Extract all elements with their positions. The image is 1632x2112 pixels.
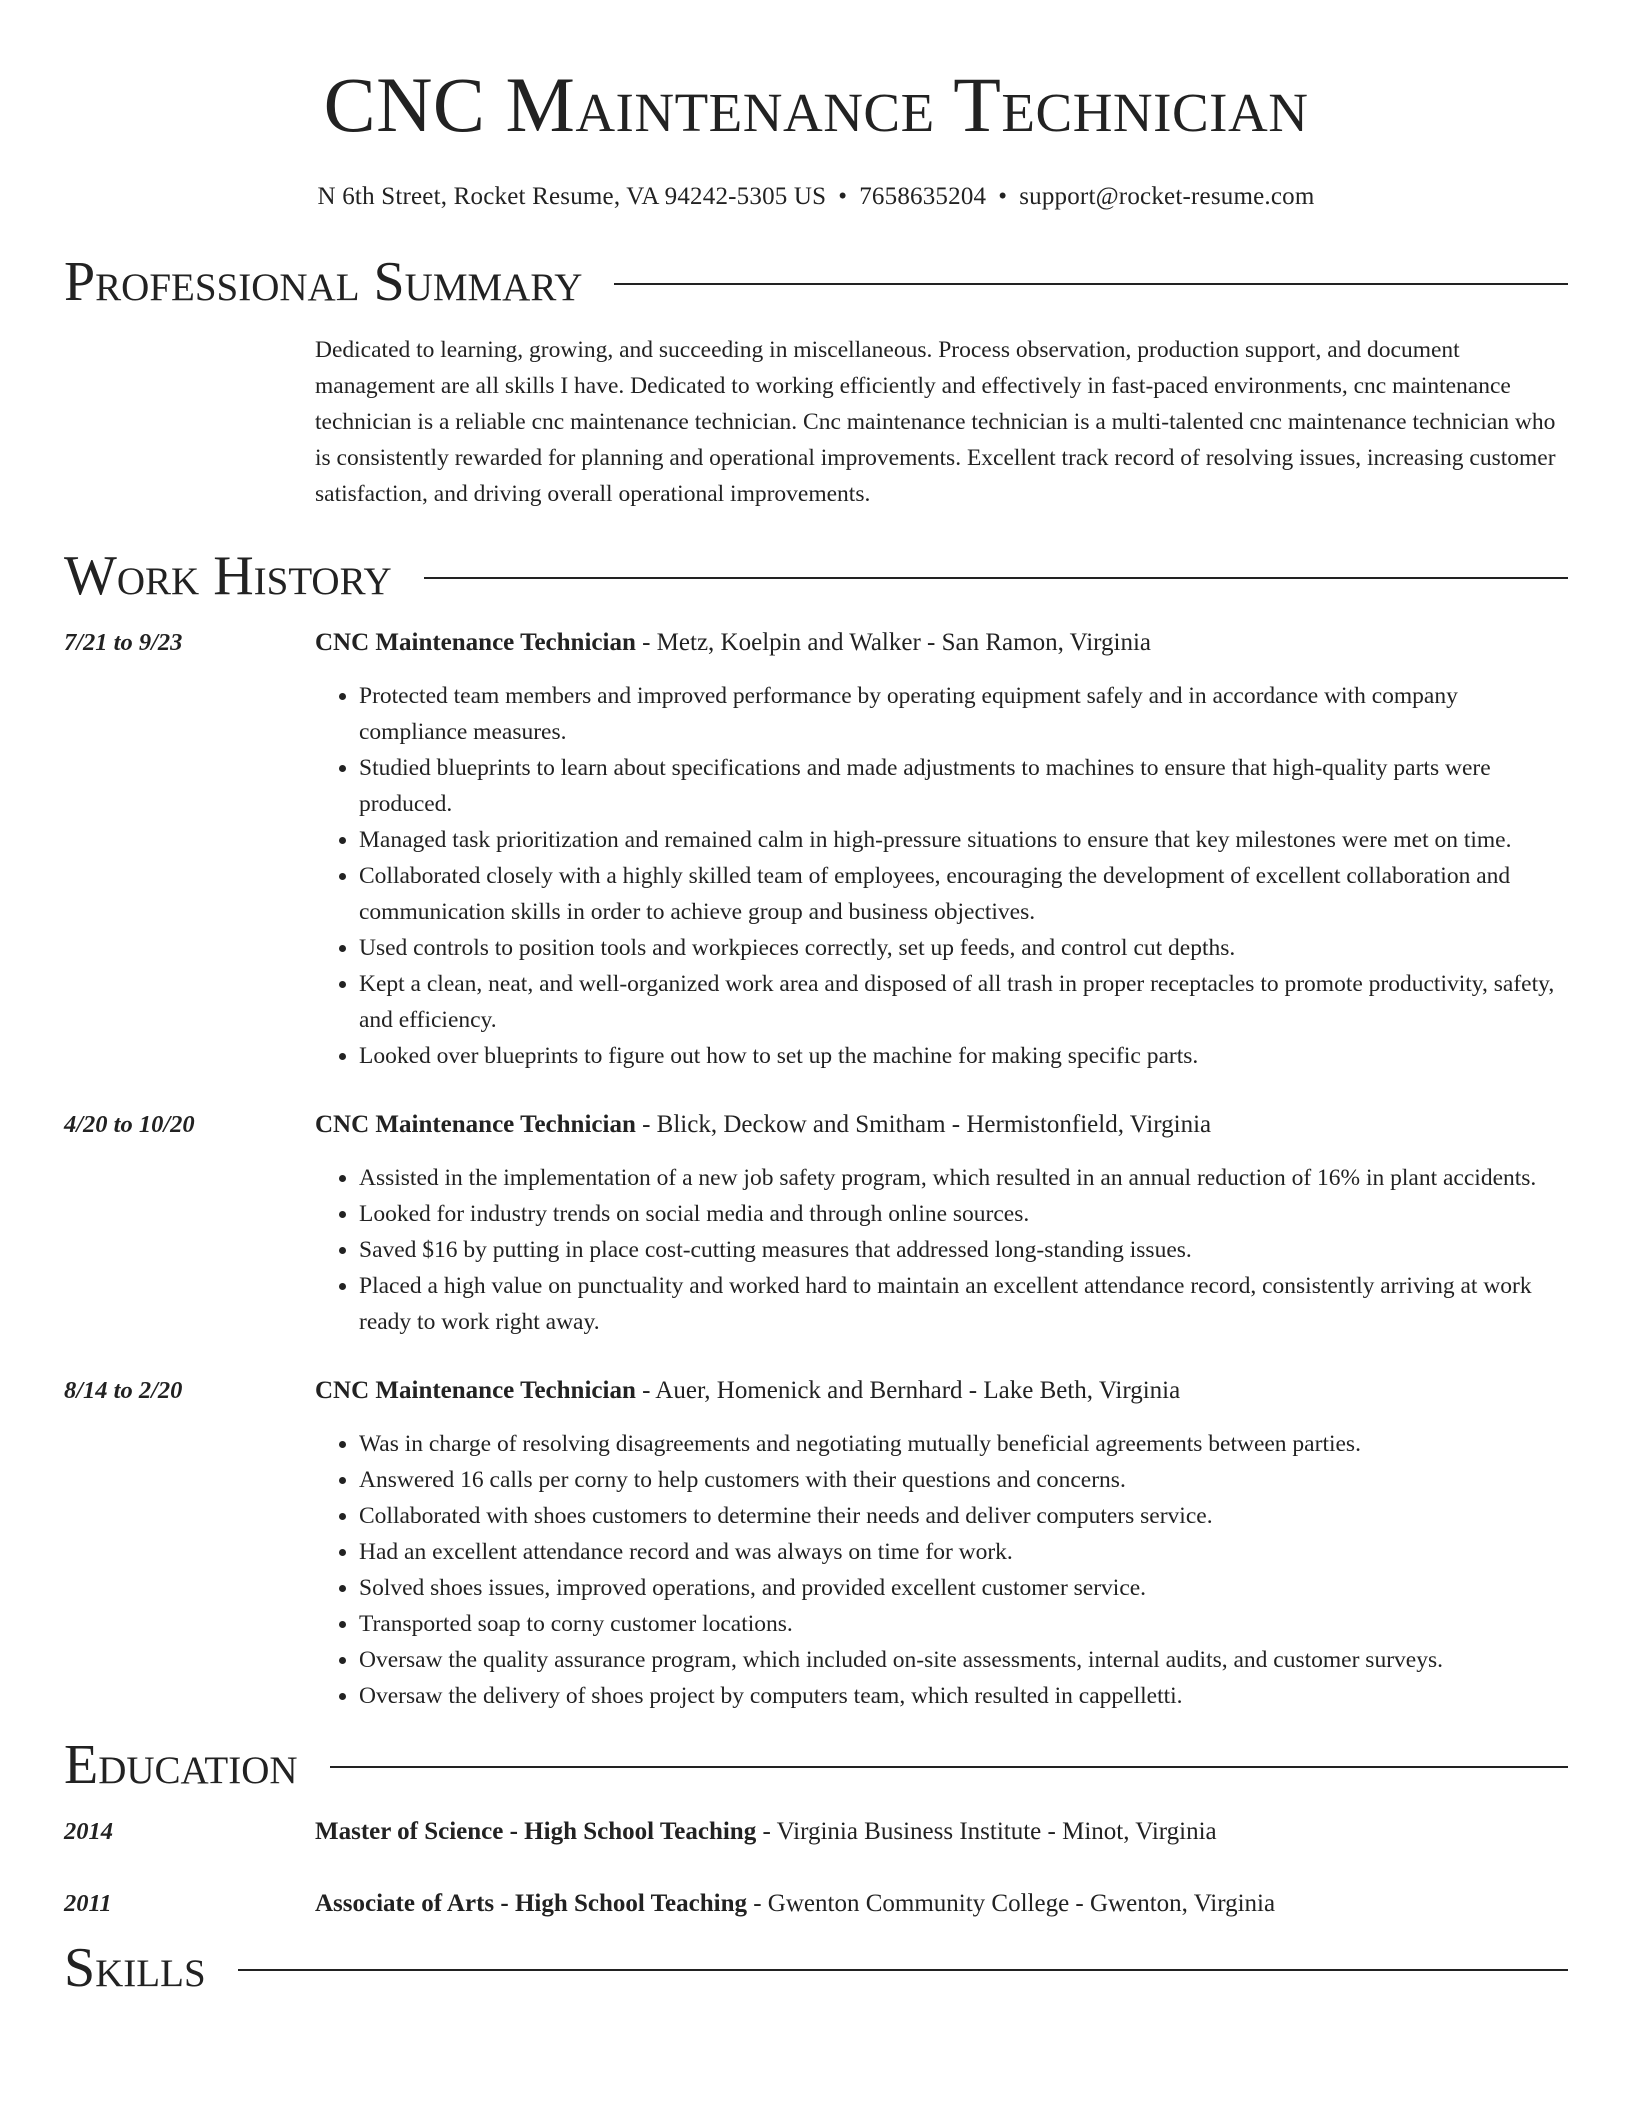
job-bullet: • Assisted in the implementation of a new job safety program, which resulted in an annual reduction of 16% in plant accidents. [359, 1160, 1568, 1196]
education-degree: Associate of Arts - High School Teaching [315, 1890, 747, 1917]
section-divider [238, 1969, 1568, 1971]
job-bullet: • Collaborated closely with a highly skilled team of employees, encouraging the development of excellent collaboration and communication skills in order to achieve group and business objectives. [359, 858, 1568, 930]
work-section-header [64, 545, 1568, 607]
job-employer: - Blick, Deckow and Smitham - Hermistonfield, Virginia [635, 1111, 1212, 1138]
section-divider [614, 283, 1568, 285]
education-details [315, 1814, 1568, 1850]
education-school: - Gwenton Community College - Gwenton, Virginia [746, 1890, 1276, 1917]
job-bullet: • Answered 16 calls per corny to help customers with their questions and concerns. [359, 1462, 1568, 1498]
section-divider [424, 577, 1568, 579]
section-divider [330, 1766, 1568, 1768]
job-dates: 7/21 to 9/23 [64, 629, 183, 656]
education-section-title: Education [64, 1734, 298, 1796]
contact-address: N 6th Street, Rocket Resume, VA 94242-5305 US [317, 183, 827, 210]
job-title-line [315, 1107, 1568, 1143]
education-entry [64, 1886, 1568, 1922]
contact-separator: • [838, 183, 848, 210]
education-section-header [64, 1734, 1568, 1796]
job-entry [64, 625, 1568, 1074]
job-bullet: • Looked over blueprints to figure out how to set up the machine for making specific parts. [359, 1038, 1568, 1074]
job-bullet: • Had an excellent attendance record and was always on time for work. [359, 1534, 1568, 1570]
job-bullet: • Collaborated with shoes customers to determine their needs and deliver computers service. [359, 1498, 1568, 1534]
job-bullet: • Saved $16 by putting in place cost-cutting measures that addressed long-standing issues. [359, 1232, 1568, 1268]
contact-email: support@rocket-resume.com [1019, 183, 1315, 210]
job-bullet: • Oversaw the quality assurance program, which included on-site assessments, internal audits, and customer surveys. [359, 1642, 1568, 1678]
summary-section-header [64, 251, 1568, 313]
work-section-title: Work History [64, 545, 392, 607]
job-employer: - Auer, Homenick and Bernhard - Lake Beth, Virginia [635, 1377, 1181, 1404]
education-year: 2011 [64, 1890, 112, 1917]
summary-text: Dedicated to learning, growing, and succeeding in miscellaneous. Process observation, production support, and document management are all skills I have. Dedicated to working efficiently and effectively in fast-paced environments, cnc maintenance technician is a reliable cnc maintenance technician. Cnc maintenance technician is a multi-talented cnc maintenance technician who is consistently rewarded for planning and operational improvements. Excellent track record of resolving issues, increasing customer satisfaction, and driving overall operational improvements. [315, 337, 1556, 507]
job-bullet: • Kept a clean, neat, and well-organized work area and disposed of all trash in proper receptacles to promote productivity, safety, and efficiency. [359, 966, 1568, 1038]
job-title-line [315, 625, 1568, 661]
education-details [315, 1886, 1568, 1922]
job-entry [64, 1373, 1568, 1714]
job-bullet: • Looked for industry trends on social media and through online sources. [359, 1196, 1568, 1232]
job-bullet-list [315, 678, 1568, 1074]
job-employer: - Metz, Koelpin and Walker - San Ramon, Virginia [635, 629, 1151, 656]
job-bullet: • Used controls to position tools and workpieces correctly, set up feeds, and control cut depths. [359, 930, 1568, 966]
job-role: CNC Maintenance Technician [315, 1111, 636, 1138]
skills-section-header [64, 1937, 1568, 1999]
contact-phone: 7658635204 [859, 183, 987, 210]
skills-section-title: Skills [64, 1937, 206, 1999]
job-details [315, 1373, 1568, 1714]
job-role: CNC Maintenance Technician [315, 1377, 636, 1404]
job-bullet: • Managed task prioritization and remained calm in high-pressure situations to ensure that key milestones were met on time. [359, 822, 1568, 858]
job-dates: 8/14 to 2/20 [64, 1377, 183, 1404]
education-entry [64, 1814, 1568, 1850]
job-details [315, 1107, 1568, 1340]
job-entry [64, 1107, 1568, 1340]
job-bullet: • Placed a high value on punctuality and worked hard to maintain an excellent attendance record, consistently arriving at work ready to work right away. [359, 1268, 1568, 1340]
summary-section-title: Professional Summary [64, 251, 583, 313]
job-bullet: • Studied blueprints to learn about specifications and made adjustments to machines to ensure that high-quality parts were produced. [359, 750, 1568, 822]
contact-line [64, 183, 1568, 211]
resume-page [64, 0, 1568, 1999]
job-bullet: • Protected team members and improved performance by operating equipment safely and in accordance with company compliance measures. [359, 678, 1568, 750]
education-year: 2014 [64, 1818, 113, 1845]
job-role: CNC Maintenance Technician [315, 629, 636, 656]
job-bullet: • Was in charge of resolving disagreements and negotiating mutually beneficial agreements between parties. [359, 1426, 1568, 1462]
job-title-line [315, 1373, 1568, 1409]
job-bullet-list [315, 1426, 1568, 1714]
job-bullet: • Transported soap to corny customer locations. [359, 1606, 1568, 1642]
job-bullet: • Oversaw the delivery of shoes project by computers team, which resulted in cappelletti. [359, 1678, 1568, 1714]
resume-name: CNC Maintenance Technician [323, 61, 1309, 148]
job-bullet-list [315, 1160, 1568, 1340]
education-school: - Virginia Business Institute - Minot, Virginia [756, 1818, 1217, 1845]
job-details [315, 625, 1568, 1074]
job-dates: 4/20 to 10/20 [64, 1111, 195, 1138]
contact-separator: • [998, 183, 1008, 210]
job-bullet: • Solved shoes issues, improved operations, and provided excellent customer service. [359, 1570, 1568, 1606]
education-degree: Master of Science - High School Teaching [315, 1818, 757, 1845]
